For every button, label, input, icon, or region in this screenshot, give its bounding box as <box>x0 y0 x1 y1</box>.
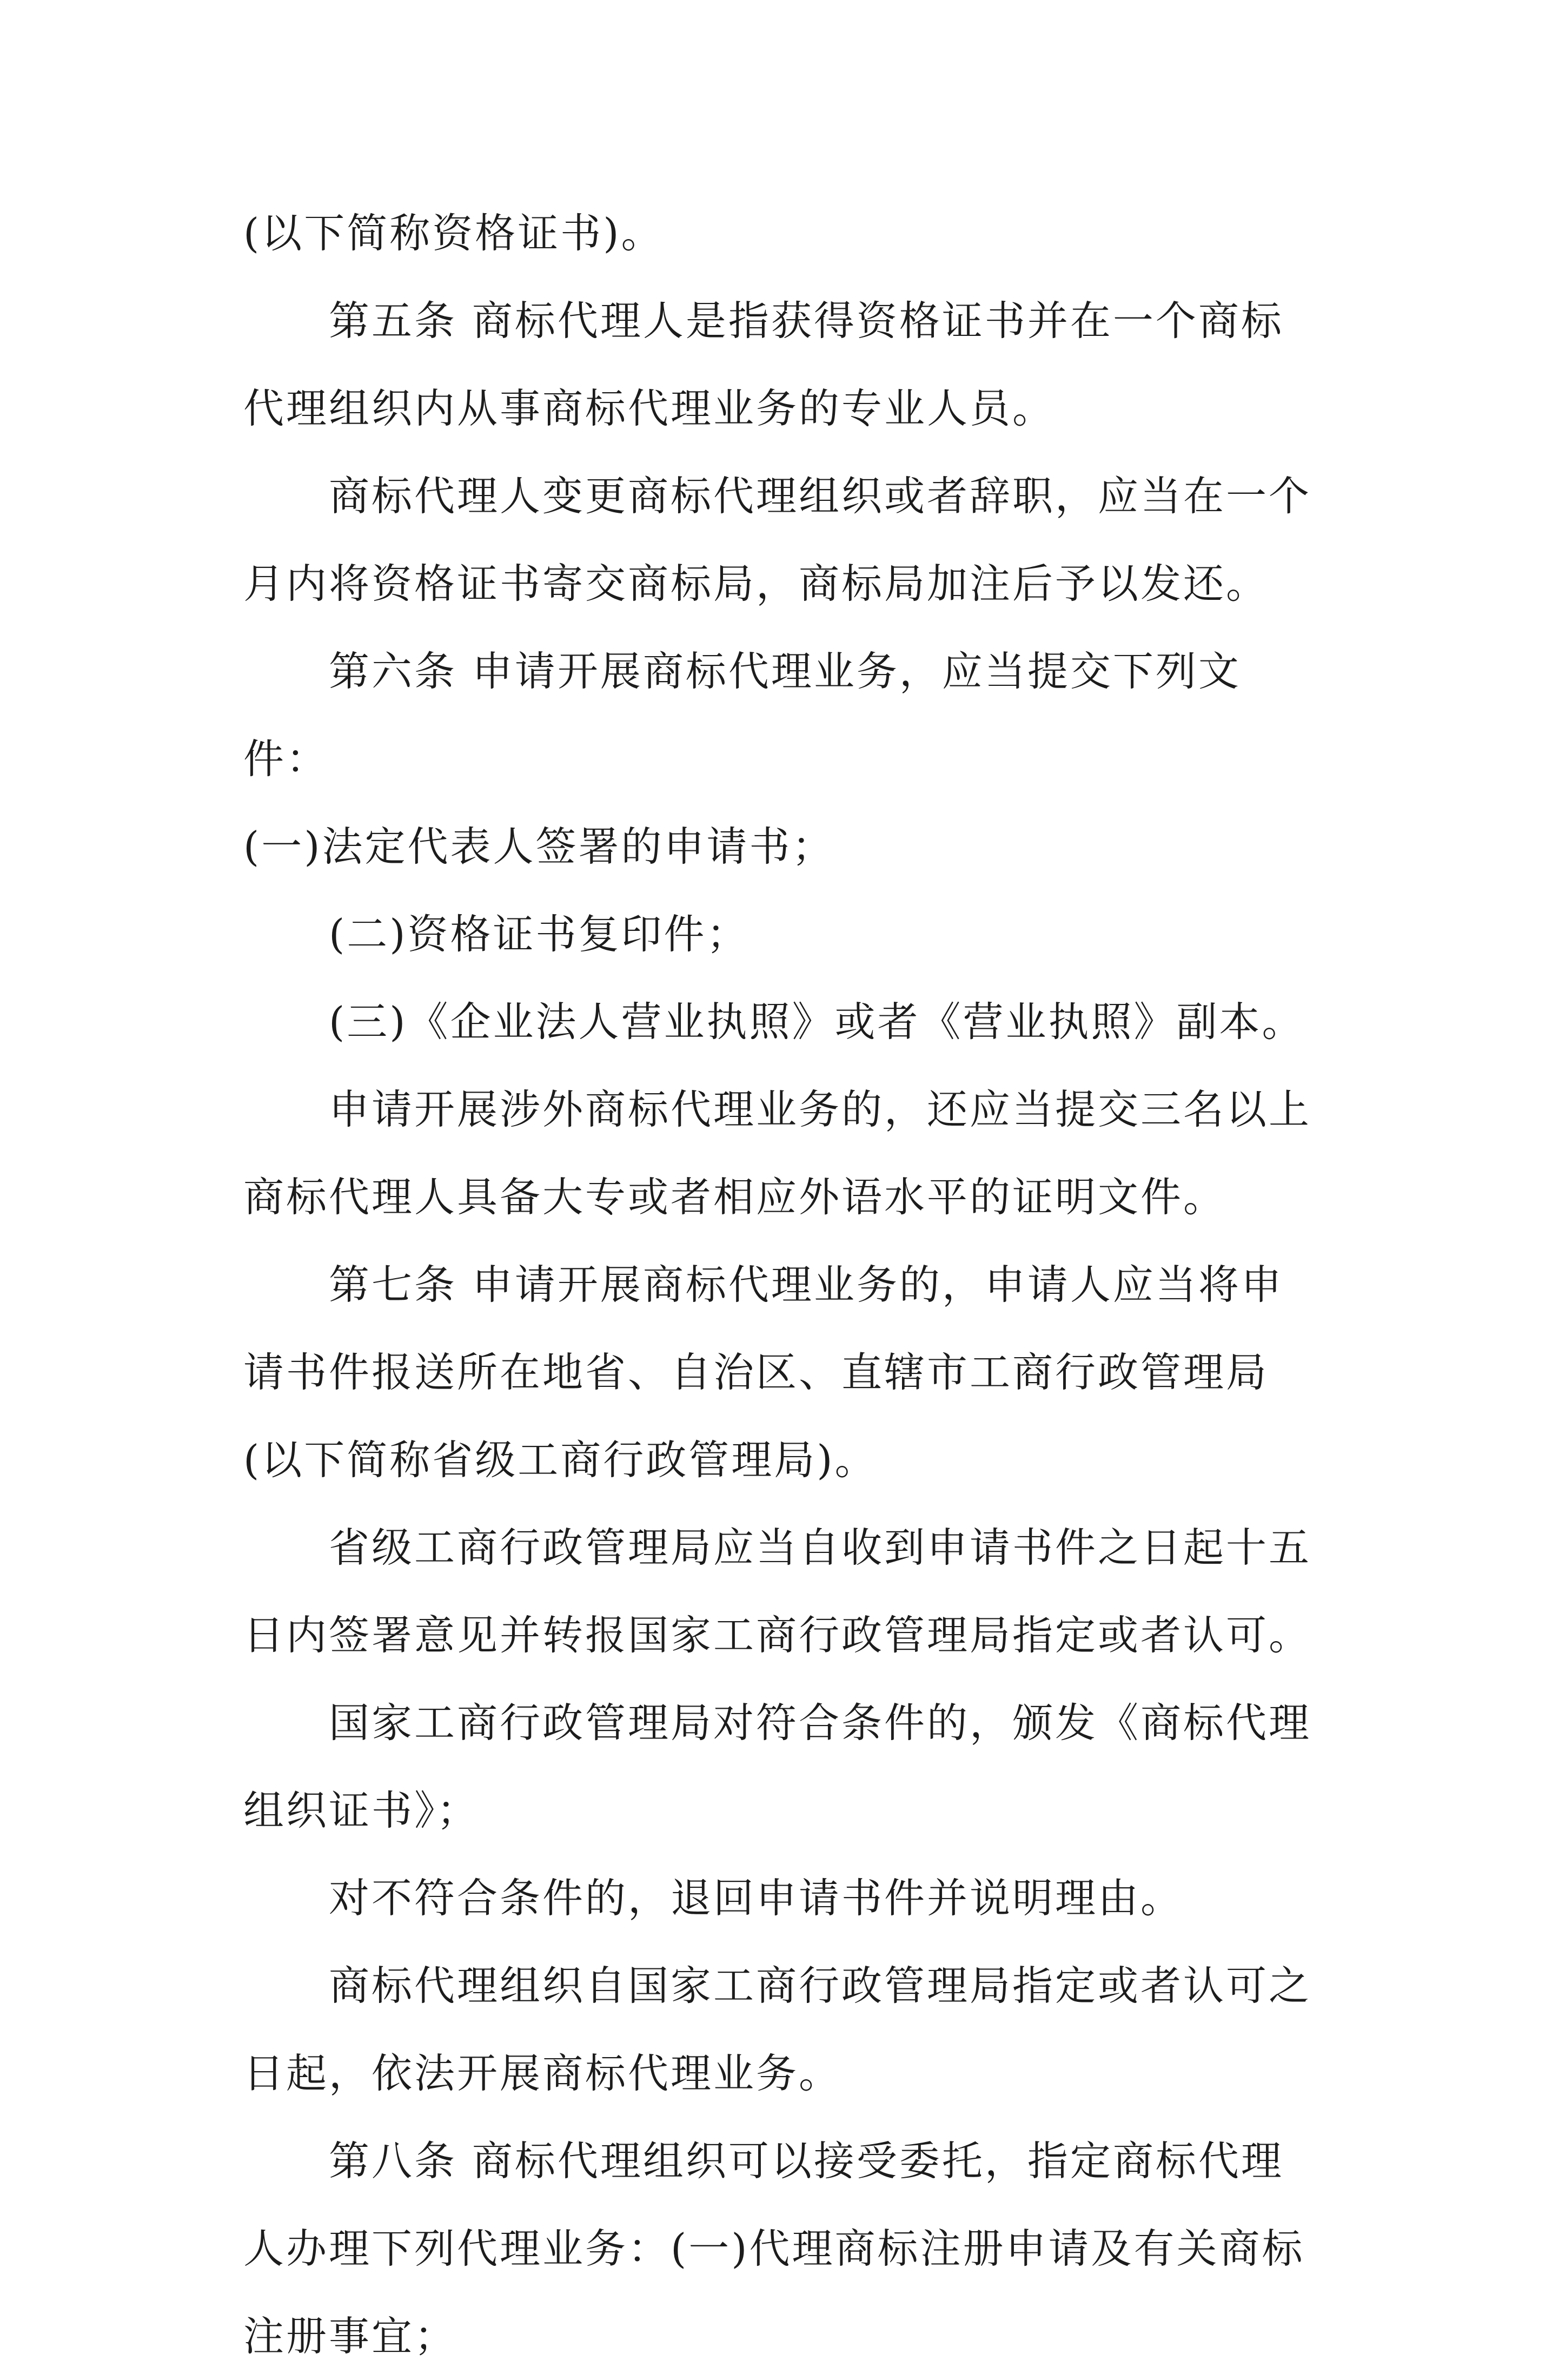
document-body <box>243 189 1325 2380</box>
paragraph-5: (一)法定代表人签署的申请书； <box>243 823 835 870</box>
paragraph-12: 对不符合条件的，退回申请书件并说明理由。 <box>329 1874 1184 1922</box>
paragraph-14: 第八条 商标代理组织可以接受委托，指定商标代理人办理下列代理业务：(一)代理商标注册申请及有关商标注册事宜； <box>243 2137 1305 2360</box>
paragraph-3: 商标代理人变更商标代理组织或者辞职，应当在一个月内将资格证书寄交商标局，商标局加注后予以发还。 <box>243 472 1312 607</box>
paragraph-6: (二)资格证书复印件； <box>329 910 750 958</box>
paragraph-4: 第六条 申请开展商标代理业务，应当提交下列文件： <box>243 647 1241 783</box>
paragraph-10: 省级工商行政管理局应当自收到申请书件之日起十五日内签署意见并转报国家工商行政管理局指定或者认可。 <box>243 1524 1312 1659</box>
paragraph-7: (三)《企业法人营业执照》或者《营业执照》副本。 <box>329 998 1305 1046</box>
paragraph-11: 国家工商行政管理局对符合条件的，颁发《商标代理组织证书》； <box>243 1699 1312 1834</box>
paragraph-8: 申请开展涉外商标代理业务的，还应当提交三名以上商标代理人具备大专或者相应外语水平的证明文件。 <box>243 1086 1312 1221</box>
paragraph-9: 第七条 申请开展商标代理业务的，申请人应当将申请书件报送所在地省、自治区、直辖市工商行政管理局(以下简称省级工商行政管理局)。 <box>243 1261 1284 1484</box>
paragraph-1: (以下简称资格证书)。 <box>243 209 664 257</box>
paragraph-13: 商标代理组织自国家工商行政管理局指定或者认可之日起，依法开展商标代理业务。 <box>243 1962 1312 2097</box>
paragraph-2: 第五条 商标代理人是指获得资格证书并在一个商标代理组织内从事商标代理业务的专业人员。 <box>243 297 1284 432</box>
